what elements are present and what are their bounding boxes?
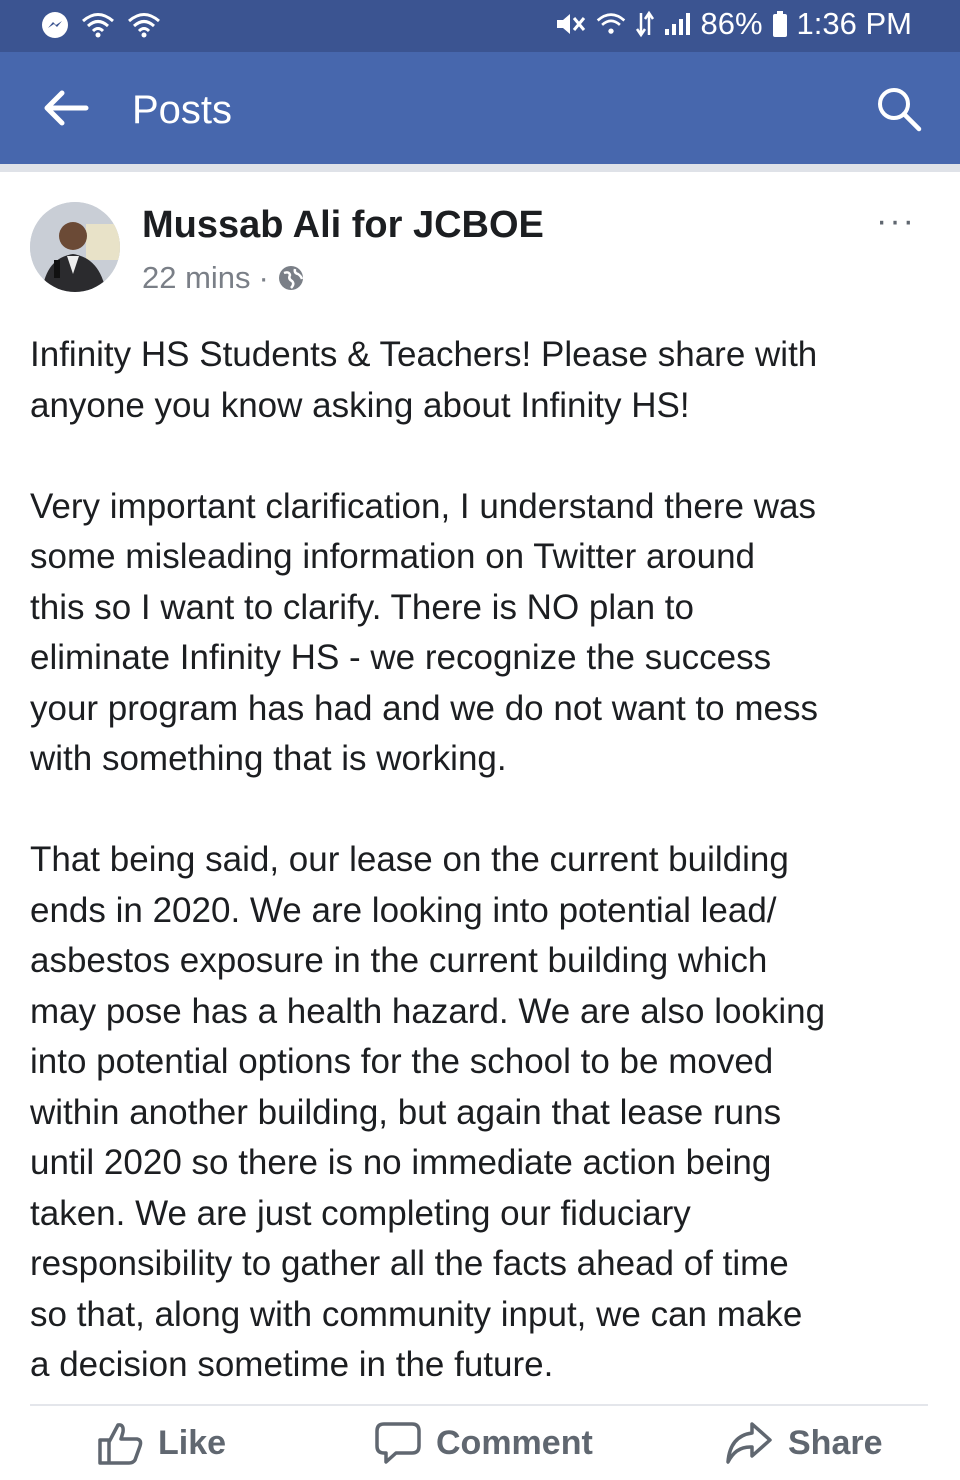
- comment-label: Comment: [436, 1423, 593, 1462]
- page-title: Posts: [132, 88, 233, 132]
- thumbs-up-icon: [96, 1420, 144, 1466]
- like-label: Like: [158, 1423, 227, 1462]
- arrow-left-icon[interactable]: [40, 88, 90, 128]
- messenger-icon: [40, 10, 70, 40]
- actions-divider: [30, 1404, 928, 1406]
- search-icon[interactable]: [874, 84, 924, 134]
- post-paragraph: Infinity HS Students & Teachers! Please share with anyone you know asking about Infinity HS!: [30, 335, 818, 425]
- avatar-image: [30, 202, 120, 292]
- meta-separator: ·: [258, 260, 269, 295]
- status-left-icons: [40, 10, 162, 40]
- share-icon: [724, 1420, 774, 1466]
- post-meta: [142, 258, 305, 298]
- post-time[interactable]: 22 mins: [142, 260, 251, 295]
- wifi-icon: [80, 10, 116, 40]
- feed-divider: [0, 164, 960, 172]
- share-button[interactable]: [724, 1420, 883, 1466]
- clock: 1:36 PM: [796, 6, 912, 41]
- share-label: Share: [788, 1423, 883, 1462]
- signal-icon: [663, 9, 693, 39]
- post-card: [0, 172, 960, 1480]
- battery-icon: [771, 9, 789, 39]
- like-button[interactable]: [96, 1420, 226, 1466]
- post-body: [30, 330, 940, 1441]
- data-icon: [635, 9, 655, 39]
- comment-icon: [374, 1420, 422, 1466]
- more-options-button[interactable]: ···: [876, 202, 916, 240]
- post-actions: [0, 1410, 960, 1480]
- post-paragraph: Very important clarification, I understand there was some misleading information on Twitter around this so I want to clarify. There is NO plan to eliminate Infinity HS - we recognize the success your program has had and we do not want to mess with something that is working.: [30, 486, 818, 778]
- post-paragraph: That being said, our lease on the current building ends in 2020. We are looking into potential lead/ asbestos exposure in the current building which may pose has a health hazard. We are also looking into potential options for the school to be moved within another building, but again that lease runs until 2020 so there is no immediate action being taken. We are just completing our fiduciary responsibility to gather all the facts ahead of time so that, along with community input, we can make a decision sometime in the future.: [30, 840, 826, 1384]
- globe-icon: [277, 264, 305, 292]
- wifi-icon: [595, 9, 627, 39]
- battery-percent: 86%: [700, 6, 763, 41]
- mute-icon: [553, 9, 587, 39]
- app-bar: [0, 52, 960, 164]
- status-bar: [0, 0, 960, 52]
- comment-button[interactable]: [374, 1420, 593, 1466]
- status-right: [553, 6, 913, 42]
- post-author[interactable]: Mussab Ali for JCBOE: [142, 204, 544, 246]
- wifi-icon: [126, 10, 162, 40]
- avatar[interactable]: [30, 202, 120, 292]
